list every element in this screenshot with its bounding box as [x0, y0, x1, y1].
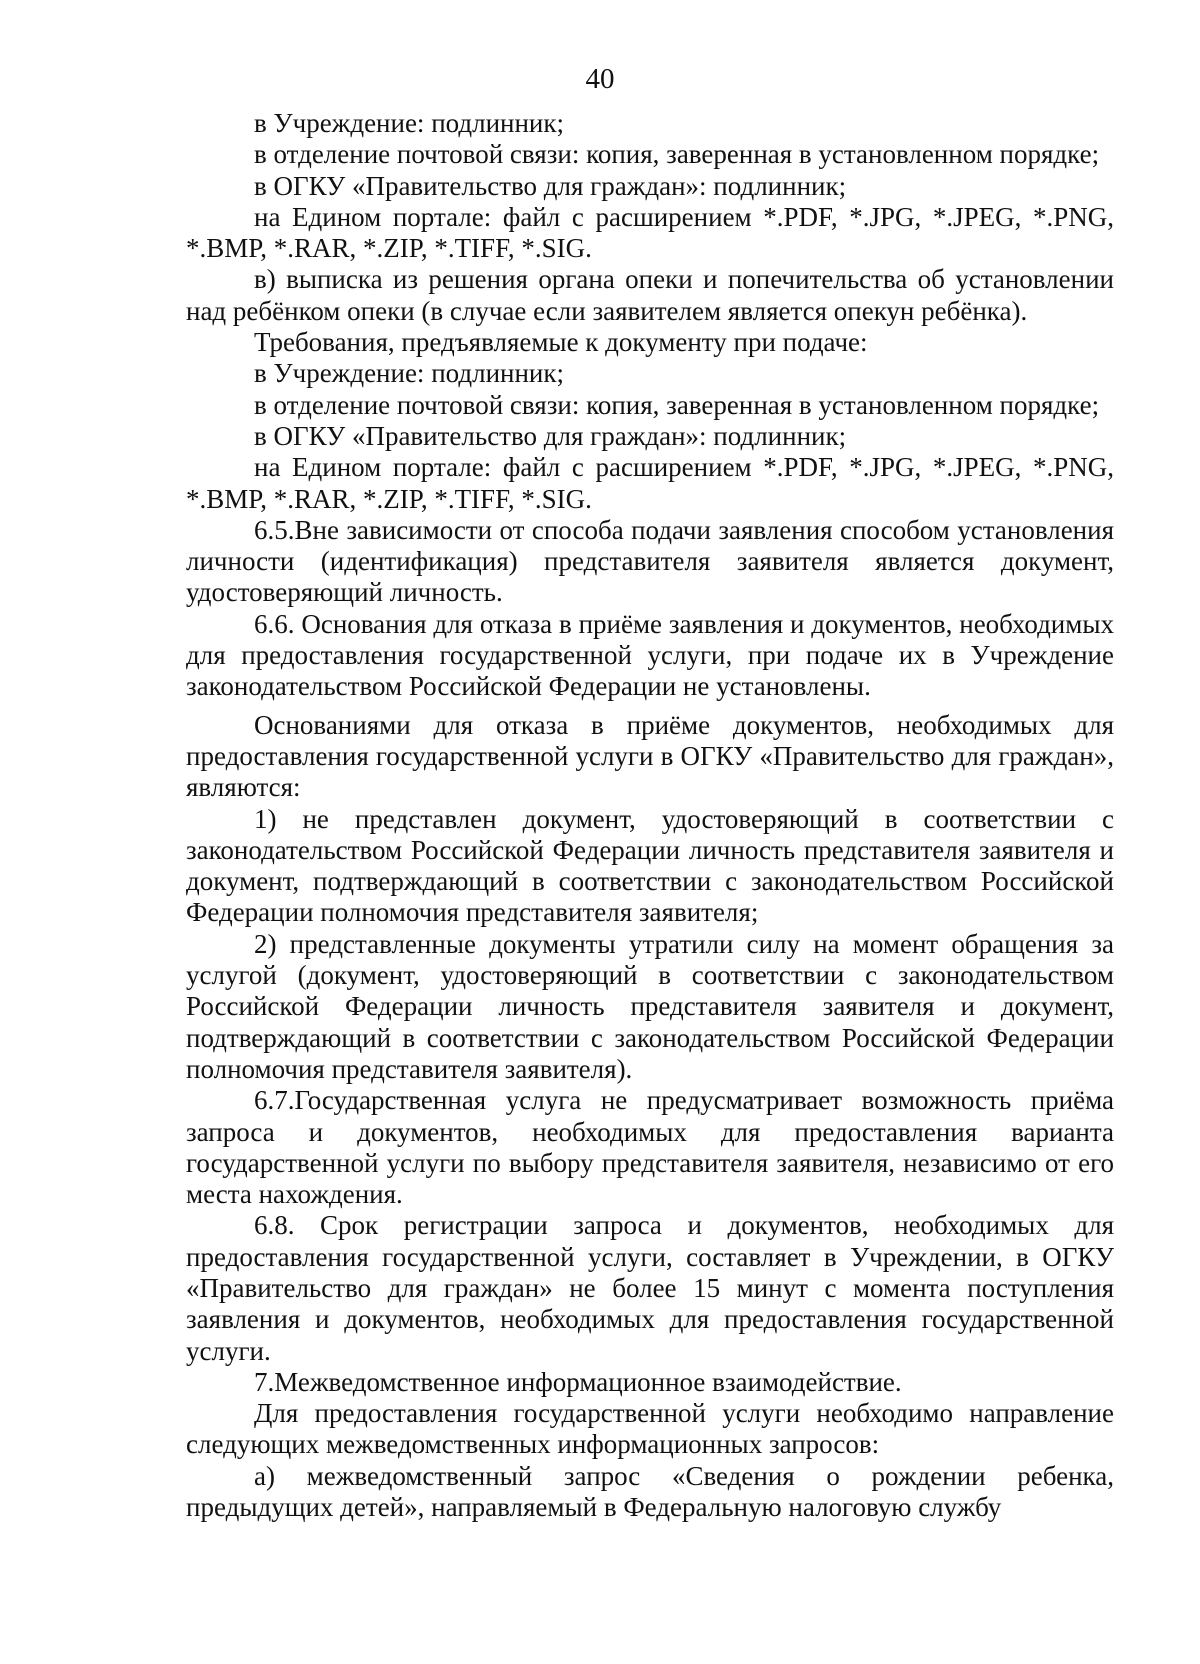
paragraph-delivery-ogku: в ОГКУ «Правительство для граждан»: подлинник; [254, 420, 847, 451]
paragraph-refusal-item-2: 2) представленные документы утратили силу на момент обращения за услугой (документ, удостоверяющий в соответствии с законодательством Российской Федерации личность представителя заявителя и документ, подтверждающий в соответствии с законодательством Российской Федерации полномочия представителя заявителя). [186, 928, 1114, 1084]
document-body [186, 108, 1114, 1523]
paragraph-6-8: 6.8. Срок регистрации запроса и документов, необходимых для предоставления государственной услуги, составляет в Учреждении, в ОГКУ «Правительство для граждан» не более 15 минут с момента поступления заявления и документов, необходимых для предоставления государственной услуги. [186, 1210, 1114, 1366]
paragraph-delivery-post: в отделение почтовой связи: копия, заверенная в установленном порядке; [254, 139, 1100, 170]
paragraph-requirements: Требования, предъявляемые к документу при подаче: [254, 327, 868, 358]
paragraph-delivery-ogku: в ОГКУ «Правительство для граждан»: подлинник; [254, 170, 847, 201]
page-number: 40 [585, 63, 615, 95]
paragraph-6-6: 6.6. Основания для отказа в приёме заявления и документов, необходимых для предоставления государственной услуги, при подаче их в Учреждение законодательством Российской Федерации не установлены. [186, 608, 1114, 702]
paragraph-delivery-institution: в Учреждение: подлинник; [254, 108, 564, 138]
paragraph-delivery-institution: в Учреждение: подлинник; [254, 358, 564, 389]
paragraph-refusal-item-1: 1) не представлен документ, удостоверяющий в соответствии с законодательством Российской Федерации личность представителя заявителя и документ, подтверждающий в соответствии с законодательством Российской Федерации полномочия представителя заявителя; [186, 803, 1114, 928]
paragraph-item-v: в) выписка из решения органа опеки и попечительства об установлении над ребёнком опеки (в случае если заявителем является опекун ребёнка). [186, 264, 1114, 326]
paragraph-6-7: 6.7.Государственная услуга не предусматривает возможность приёма запроса и документов, необходимых для предоставления варианта государственной услуги по выбору представителя заявителя, независимо от его места нахождения. [186, 1085, 1114, 1210]
paragraph-request-a: а) межведомственный запрос «Сведения о рождении ребенка, предыдущих детей», направляемый в Федеральную налоговую службу [186, 1460, 1114, 1523]
paragraph-6-5: 6.5.Вне зависимости от способа подачи заявления способом установления личности (идентификация) представителя заявителя является документ, удостоверяющий личность. [186, 514, 1114, 608]
paragraph-delivery-portal: на Едином портале: файл с расширением *.PDF, *.JPG, *.JPEG, *.PNG, *.BMP, *.RAR, *.ZIP, *.TIFF, *.SIG. [186, 201, 1114, 264]
paragraph-interagency-requests: Для предоставления государственной услуги необходимо направление следующих межведомственных информационных запросов: [186, 1398, 1114, 1460]
paragraph-delivery-post: в отделение почтовой связи: копия, заверенная в установленном порядке; [254, 389, 1100, 420]
paragraph-refusal-grounds: Основаниями для отказа в приёме документов, необходимых для предоставления государственной услуги в ОГКУ «Правительство для граждан», являются: [186, 709, 1114, 803]
paragraph-delivery-portal: на Едином портале: файл с расширением *.PDF, *.JPG, *.JPEG, *.PNG, *.BMP, *.RAR, *.ZIP, *.TIFF, *.SIG. [186, 452, 1114, 514]
paragraph-section-7: 7.Межведомственное информационное взаимодействие. [254, 1366, 902, 1397]
